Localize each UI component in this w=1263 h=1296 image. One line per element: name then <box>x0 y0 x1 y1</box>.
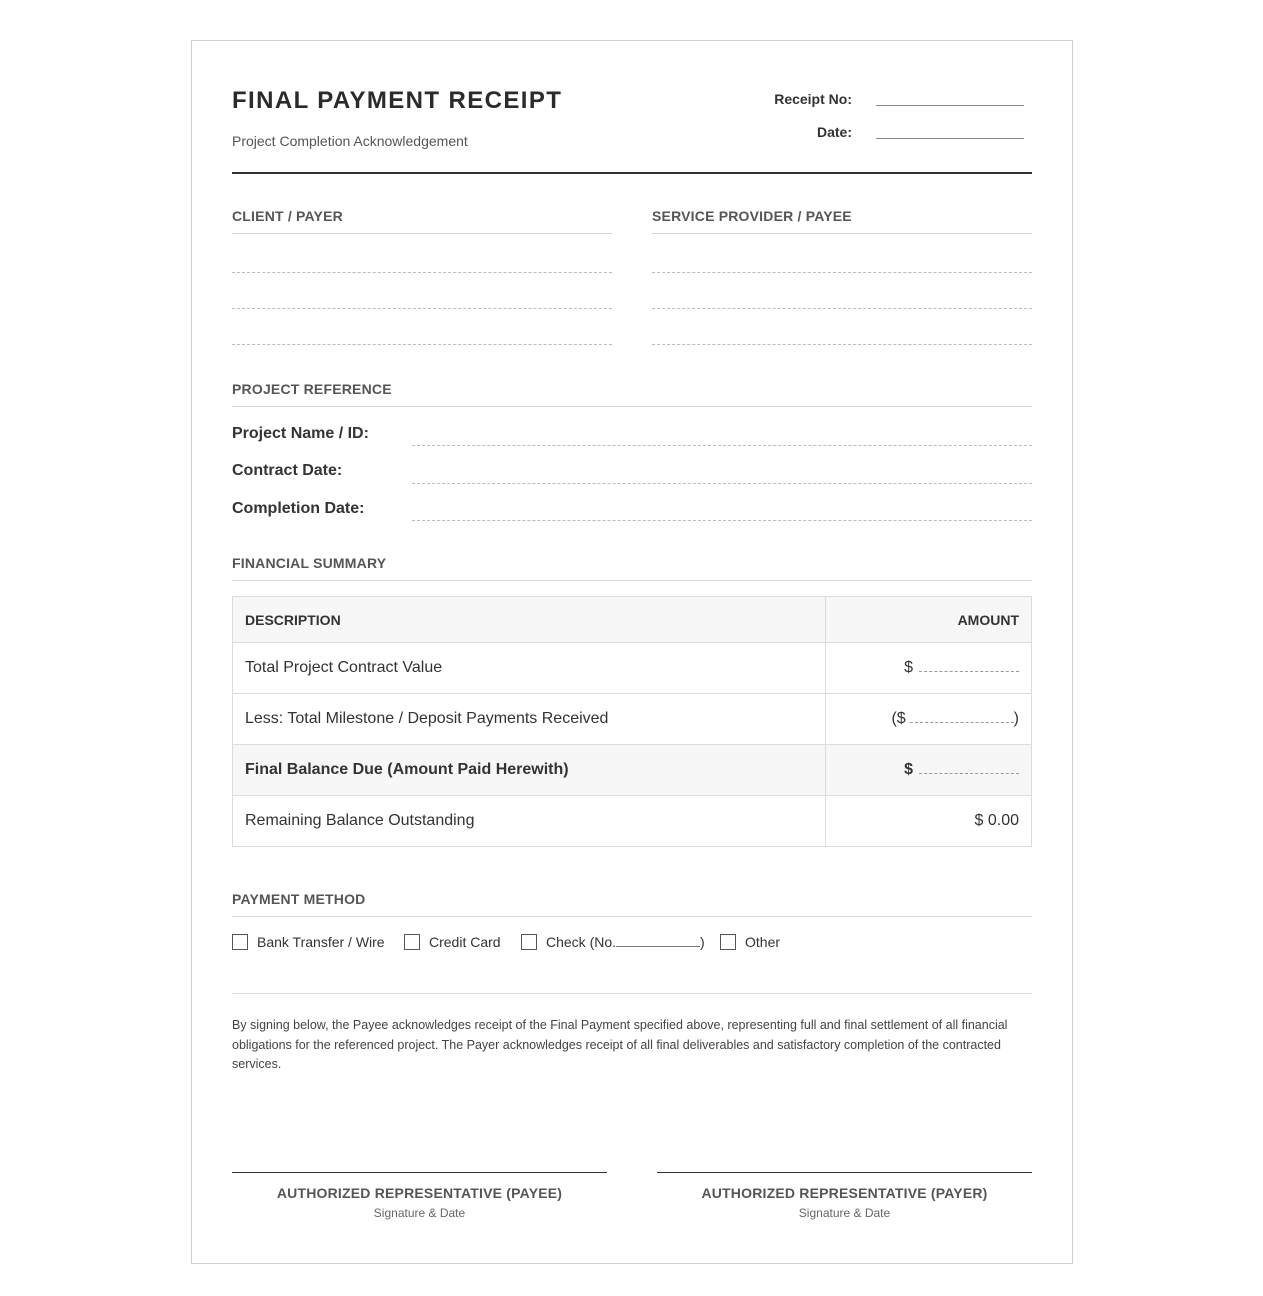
provider-line-1[interactable] <box>652 272 1032 273</box>
client-line-2[interactable] <box>232 308 612 309</box>
row-description: Total Project Contract Value <box>233 643 826 694</box>
amount-blank[interactable] <box>919 671 1019 672</box>
row-description: Less: Total Milestone / Deposit Payments Received <box>233 694 826 745</box>
currency-suffix: ) <box>1013 710 1019 727</box>
amount-blank[interactable] <box>919 773 1019 774</box>
remaining-balance-amount: $ 0.00 <box>826 796 1032 847</box>
client-line-1[interactable] <box>232 272 612 273</box>
option-label <box>546 934 705 950</box>
date-field[interactable] <box>876 138 1024 139</box>
client-line-3[interactable] <box>232 344 612 345</box>
contract-date-field[interactable] <box>412 483 1032 484</box>
receipt-no-label: Receipt No: <box>774 91 852 107</box>
receipt-no-field[interactable] <box>876 105 1024 106</box>
payer-signature-role: AUTHORIZED REPRESENTATIVE (PAYER) <box>701 1185 988 1201</box>
check-label-end: ) <box>700 934 705 950</box>
financial-section-heading: FINANCIAL SUMMARY <box>232 555 1032 581</box>
table-row <box>233 643 1032 694</box>
receipt-page <box>191 40 1073 1264</box>
currency-prefix: $ <box>904 761 913 778</box>
checkbox[interactable] <box>521 934 537 950</box>
checkbox[interactable] <box>720 934 736 950</box>
section-divider <box>232 993 1032 994</box>
table-row <box>233 745 1032 796</box>
table-row <box>233 796 1032 847</box>
checkbox[interactable] <box>404 934 420 950</box>
table-row <box>233 694 1032 745</box>
contract-date-label: Contract Date: <box>232 462 343 479</box>
payment-method-section-heading: PAYMENT METHOD <box>232 891 1032 917</box>
check-label-start: Check (No. <box>546 934 617 950</box>
project-name-field[interactable] <box>412 445 1032 446</box>
currency-prefix: $ <box>904 659 913 676</box>
provider-section-heading: SERVICE PROVIDER / PAYEE <box>652 208 1032 234</box>
completion-date-label: Completion Date: <box>232 500 365 517</box>
table-header-row <box>233 597 1032 643</box>
document-subtitle: Project Completion Acknowledgement <box>232 133 468 149</box>
payer-signature-block[interactable] <box>657 1172 1032 1220</box>
deposits-amount[interactable] <box>826 694 1032 745</box>
option-label: Bank Transfer / Wire <box>257 934 385 950</box>
option-label: Credit Card <box>429 934 501 950</box>
currency-prefix: ($ <box>891 710 906 727</box>
description-column-header: DESCRIPTION <box>233 597 826 643</box>
option-label: Other <box>745 934 781 950</box>
receipt-no-row <box>772 89 1024 109</box>
acknowledgement-text: By signing below, the Payee acknowledges receipt of the Final Payment specified above, representing full and final settlement of all financial obligations for the referenced project. The Payer acknowledges receipt of all final deliverables and satisfactory completion of the contracted services. <box>232 1018 1008 1071</box>
amount-column-header: AMOUNT <box>826 597 1032 643</box>
payee-signature-block[interactable] <box>232 1172 607 1220</box>
project-name-label: Project Name / ID: <box>232 425 369 442</box>
check-number-field[interactable] <box>616 946 700 947</box>
client-section-heading: CLIENT / PAYER <box>232 208 612 234</box>
financial-summary-table <box>232 596 1032 847</box>
final-balance-amount[interactable] <box>826 745 1032 796</box>
row-description: Final Balance Due (Amount Paid Herewith) <box>233 745 826 796</box>
project-section-heading: PROJECT REFERENCE <box>232 381 1032 407</box>
provider-line-2[interactable] <box>652 308 1032 309</box>
provider-line-3[interactable] <box>652 344 1032 345</box>
payee-signature-hint: Signature & Date <box>373 1206 466 1220</box>
contract-value-amount[interactable] <box>826 643 1032 694</box>
date-label: Date: <box>816 124 852 140</box>
row-description: Remaining Balance Outstanding <box>233 796 826 847</box>
document-title: FINAL PAYMENT RECEIPT <box>232 87 563 114</box>
header-divider <box>232 172 1032 174</box>
payee-signature-role: AUTHORIZED REPRESENTATIVE (PAYEE) <box>276 1185 563 1201</box>
date-row <box>772 122 1024 142</box>
checkbox[interactable] <box>232 934 248 950</box>
payer-signature-hint: Signature & Date <box>798 1206 891 1220</box>
completion-date-field[interactable] <box>412 520 1032 521</box>
amount-blank[interactable] <box>910 722 1014 723</box>
